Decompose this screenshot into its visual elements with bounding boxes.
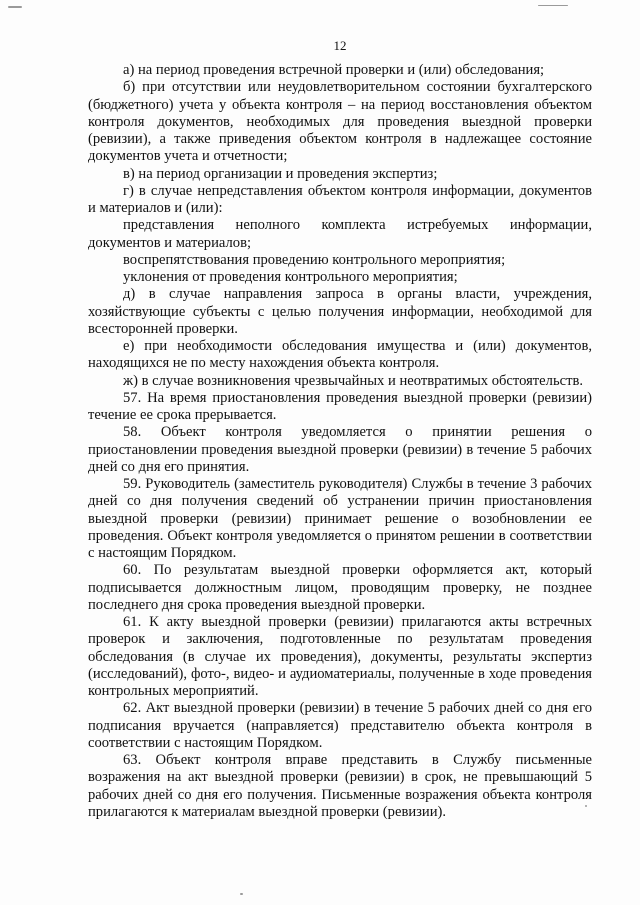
paragraph-62: 62. Акт выездной проверки (ревизии) в течение 5 рабочих дней со дня его подписания вручается (направляется) представителю объекта контроля в соответствии с настоящим Порядком. [88, 700, 592, 751]
paragraph-evasion: уклонения от проведения контрольного мероприятия; [123, 269, 458, 285]
document-body [88, 62, 592, 821]
scan-artifact [538, 5, 568, 6]
paragraph-obstruction: воспрепятствования проведению контрольного мероприятия; [123, 251, 506, 268]
paragraph-incomplete-set: представления неполного комплекта истребуемых информации, документов и материалов; [88, 217, 592, 251]
paragraph-59: 59. Руководитель (заместитель руководителя) Службы в течение 3 рабочих дней со дня получения сведений об устранении причин приостановления выездной проверки (ревизии) принимает решение о возобновлении ее проведения. Объект контроля уведомляется о принятом решении в соответствии с настоящим Порядком. [88, 476, 592, 561]
paragraph-63: 63. Объект контроля вправе представить в Службу письменные возражения на акт выездной проверки (ревизии) в срок, не превышающий 5 рабочих дней со дня его получения. Письменные возражения объекта контроля прилагаются к материалам выездной проверки (ревизии). [88, 752, 592, 820]
paragraph-57: 57. На время приостановления проведения выездной проверки (ревизии) течение ее срока прерывается. [88, 389, 592, 423]
paragraph-zh: ж) в случае возникновения чрезвычайных и неотвратимых обстоятельств. [123, 372, 583, 389]
page-number: 12 [333, 38, 347, 53]
scan-artifact [8, 6, 22, 8]
paragraph-b: б) при отсутствии или неудовлетворительном состоянии бухгалтерского (бюджетного) учета у объекта контроля – на период восстановления объектом контроля документов, необходимых для проведения выездной проверки (ревизии), а также приведения объектом контроля в надлежащее состояние документов учета и отчетности; [88, 79, 592, 165]
paragraph-g: г) в случае непредставления объектом контроля информации, документов и материалов и (или): [88, 182, 592, 216]
paragraph-60: 60. По результатам выездной проверки оформляется акт, который подписывается должностным лицом, проводящим проверку, не позднее последнего дня срока проведения выездной проверки. [88, 562, 592, 613]
paragraph-e: е) при необходимости обследования имущества и (или) документов, находящихся не по месту нахождения объекта контроля. [88, 338, 592, 372]
scan-artifact [240, 893, 243, 895]
paragraph-58: 58. Объект контроля уведомляется о принятии решения о приостановлении проведения выездной проверки (ревизии) в течение 5 рабочих дней со дня его принятия. [88, 424, 592, 475]
paragraph-d: д) в случае направления запроса в органы власти, учреждения, хозяйствующие субъекты с целью получения информации, необходимой для всесторонней проверки. [88, 286, 592, 337]
paragraph-a: а) на период проведения встречной проверки и (или) обследования; [123, 62, 545, 78]
paragraph-v: в) на период организации и проведения экспертиз; [123, 165, 438, 182]
paragraph-61: 61. К акту выездной проверки (ревизии) прилагаются акты встречных проверок и заключения, подготовленные по результатам проведения обследования (в случае их проведения), документы, результаты экспертиз (исследований), фото-, видео- и аудиоматериалы, полученные в ходе проведения контрольных мероприятий. [88, 614, 592, 699]
